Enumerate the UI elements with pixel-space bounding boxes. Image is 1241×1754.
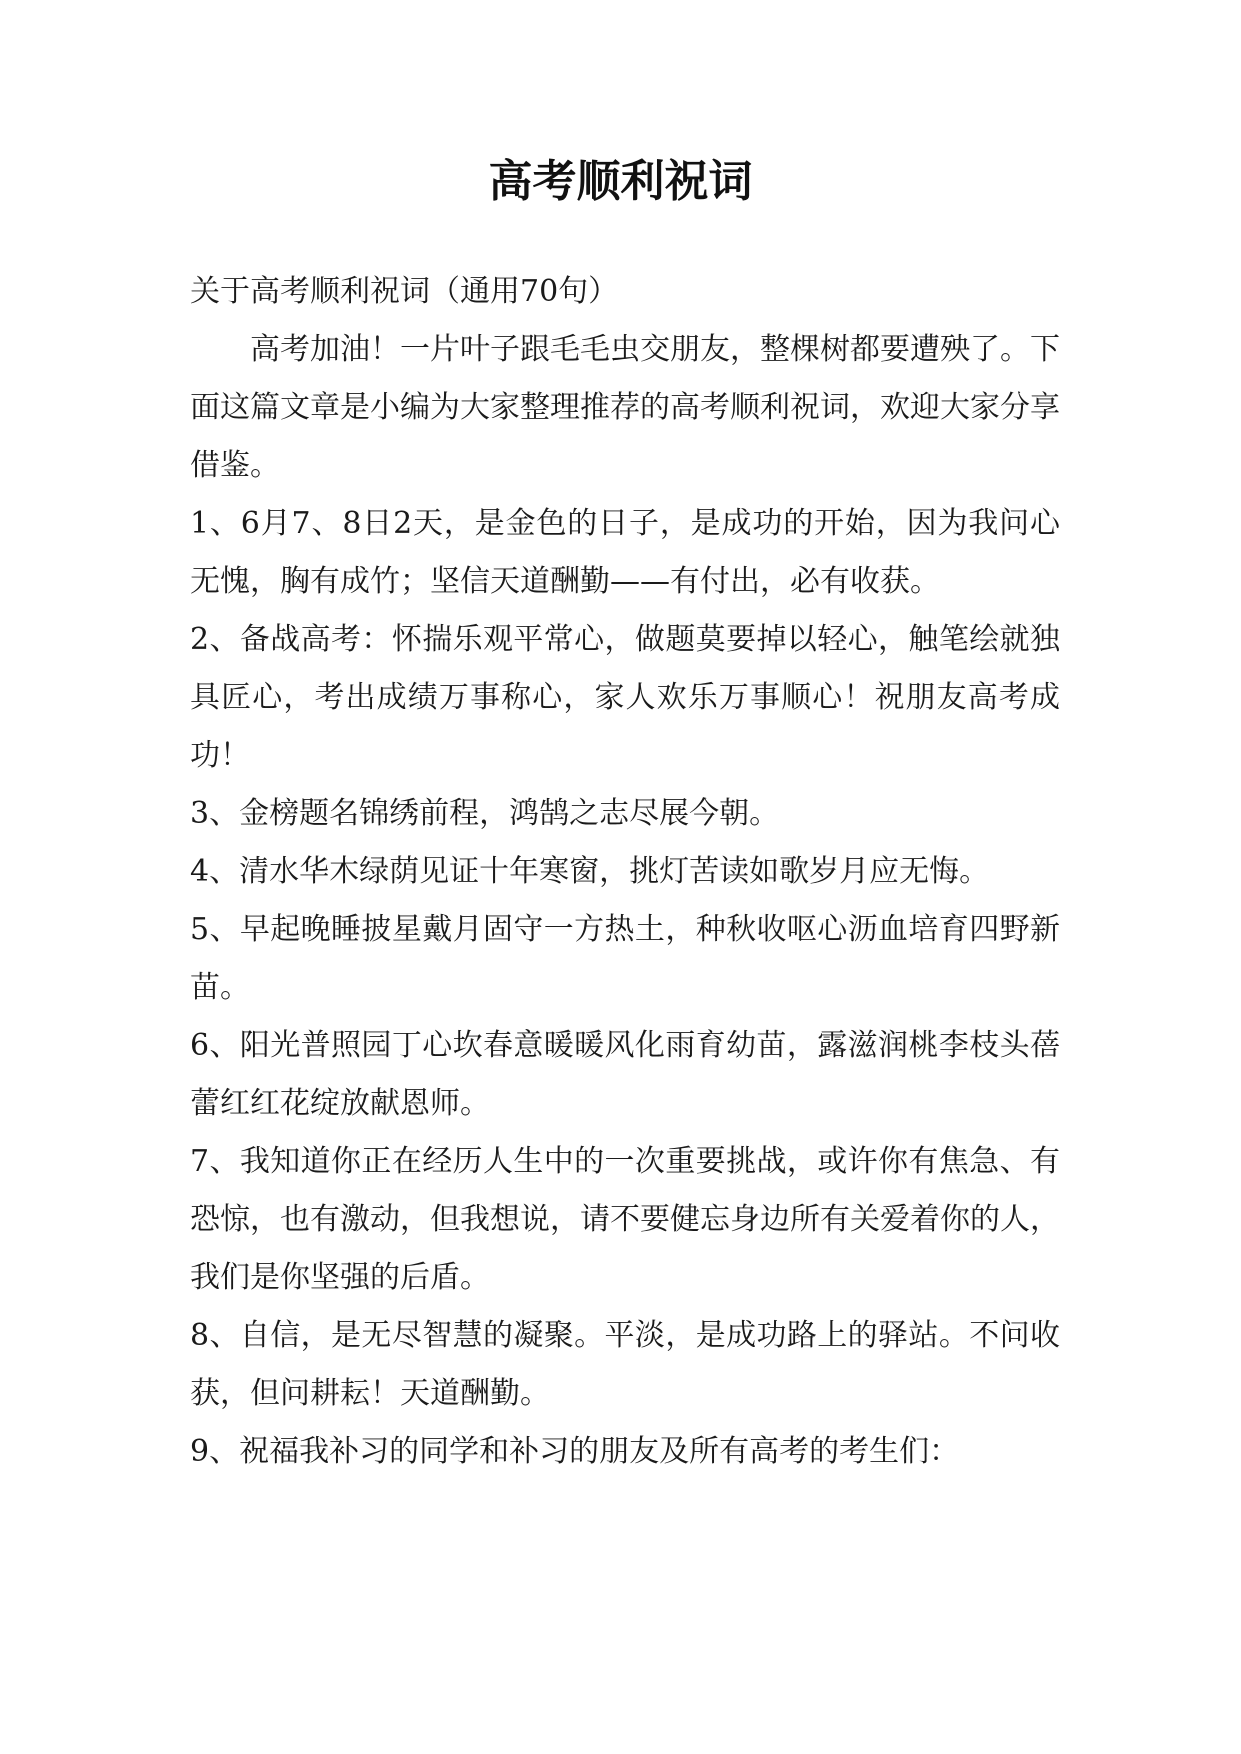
list-item: 7、我知道你正在经历人生中的一次重要挑战，或许你有焦急、有恐惊，也有激动，但我想说，请不要健忘身边所有关爱着你的人，我们是你坚强的后盾。 [190,1144,1060,1295]
list-item: 8、自信，是无尽智慧的凝聚。平淡，是成功路上的驿站。不问收获，但问耕耘！天道酬勤。 [190,1318,1060,1411]
list-item: 4、清水华木绿荫见证十年寒窗，挑灯苦读如歌岁月应无悔。 [190,854,990,889]
document-title: 高考顺利祝词 [488,156,753,207]
document-subtitle: 关于高考顺利祝词（通用70句） [190,274,619,309]
list-item: 9、祝福我补习的同学和补习的朋友及所有高考的考生们： [190,1434,960,1469]
intro-paragraph: 高考加油！一片叶子跟毛毛虫交朋友，整棵树都要遭殃了。下面这篇文章是小编为大家整理推荐的高考顺利祝词，欢迎大家分享借鉴。 [190,332,1060,483]
list-item: 6、阳光普照园丁心坎春意暖暖风化雨育幼苗，露滋润桃李枝头蓓蕾红红花绽放献恩师。 [190,1028,1060,1121]
list-item: 2、备战高考：怀揣乐观平常心，做题莫要掉以轻心，触笔绘就独具匠心，考出成绩万事称心，家人欢乐万事顺心！祝朋友高考成功！ [190,622,1060,773]
list-item: 5、早起晚睡披星戴月固守一方热土，种秋收呕心沥血培育四野新苗。 [190,912,1060,1005]
document-body [190,263,1060,1481]
list-item: 1、6月7、8日2天，是金色的日子，是成功的开始，因为我问心无愧，胸有成竹；坚信天道酬勤——有付出，必有收获。 [190,506,1060,599]
list-item: 3、金榜题名锦绣前程，鸿鹄之志尽展今朝。 [190,796,780,831]
